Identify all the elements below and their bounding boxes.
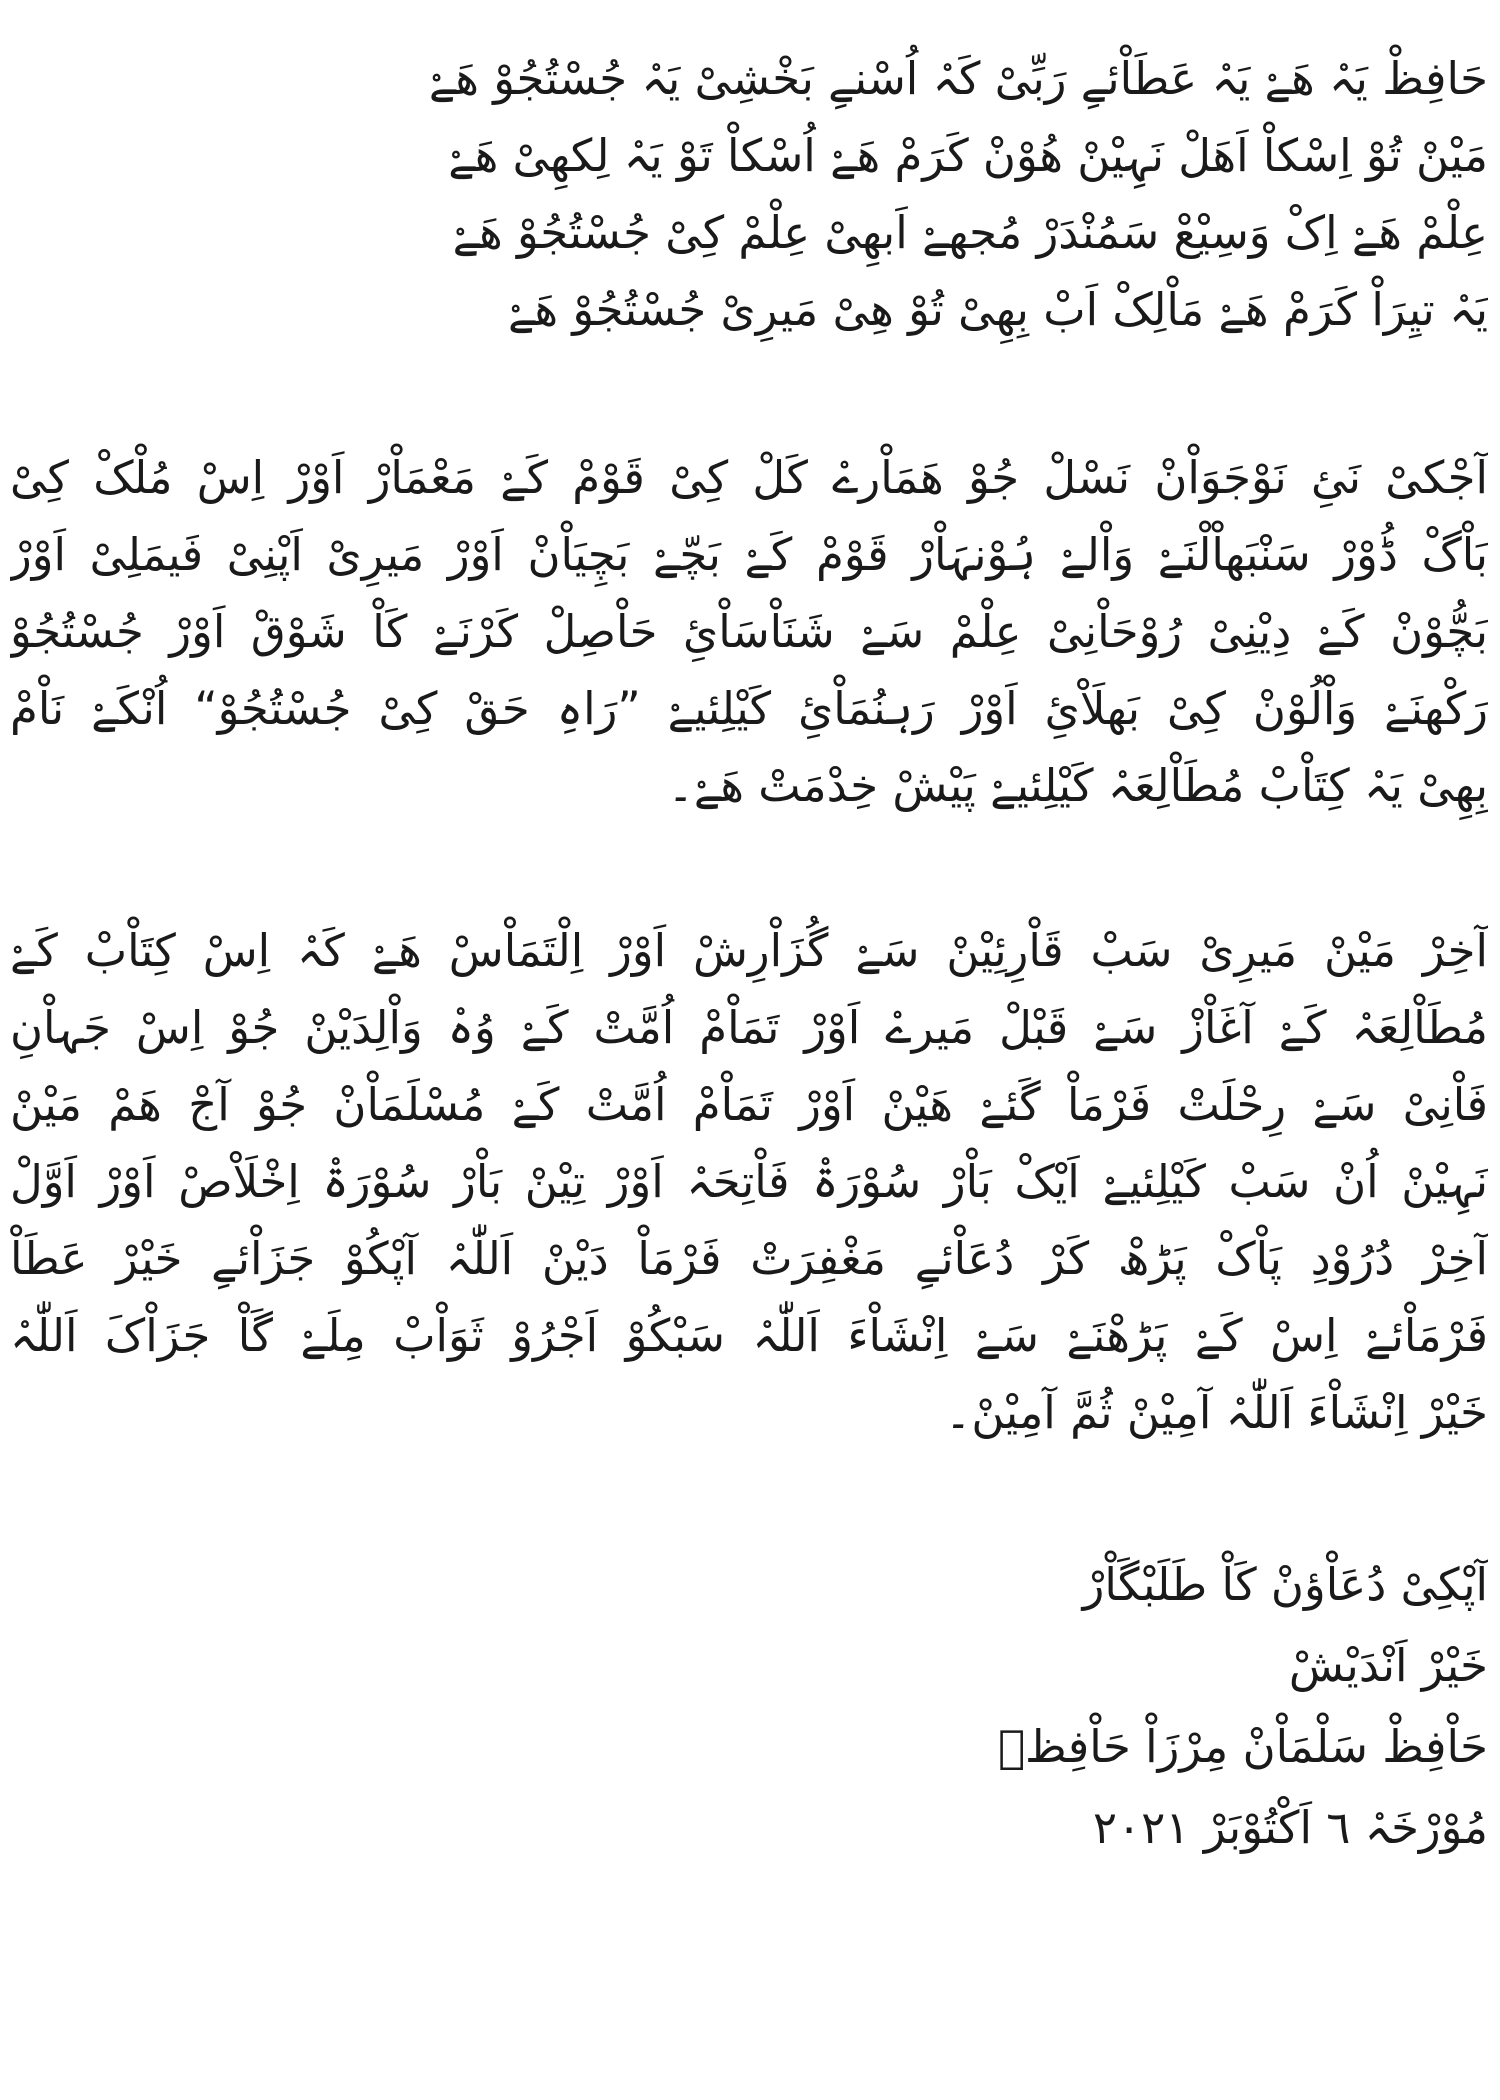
poem-stanza [10,40,1488,348]
paragraph-line: مُطَاْلِعَہْ کَےْ آغَاْزْ سَےْ قَبْلْ مَیرےْ اَوْرْ تَمَاْمْ اُمَّتْ کَےْ وُہْ وَاْلِدَیْنْ جُوْ اِسْ جَہاْنِ [10,1001,1488,1054]
paragraph-line: بَچُّوْنْ کَےْ دِیْنِیْ رُوْحَاْنِیْ عِلْمْ سَےْ شَنَاْسَاْئِ حَاْصِلْ کَرْنَےْ کَاْ شَوْقْ اَوْرْ جُسْتُجُوْ [10,605,1488,658]
paragraph-line: آجْکیْ نَئِ نَوْجَوَاْنْ نَسْلْ جُوْ ھَمَاْرےْ کَلْ کِیْ قَوْمْ کَےْ مَعْمَاْرْ اَوْرْ اِسْ مُلْکْ کِیْ [10,451,1488,504]
signature-wellwisher: خَیْرْ اَنْدَیْشْ [1288,1639,1488,1692]
paragraph-line: آخِرْ مَیْنْ مَیرِیْ سَبْ قَاْرِئِیْنْ سَےْ گُزَاْرِشْ اَوْرْ اِلْتَمَاْسْ ھَےْ کَہْ اِسْ کِتَاْبْ کَےْ [10,924,1488,977]
paragraph-line: فَاْنِیْ سَےْ رِحْلَتْ فَرْمَاْ گَئےْ ھَیْنْ اَوْرْ تَمَاْمْ اُمَّتْ کَےْ مُسْلَمَاْنْ جُوْ آجْ ھَمْ مَیْنْ [10,1078,1488,1131]
paragraph-line: رَکْھنَےْ وَاْلُوْنْ کِیْ بَھلَاْئِ اَوْرْ رَہنُمَاْئِ کَیْلِئیےْ ”رَاہِ حَقْ کِیْ جُسْتُجُوْ“ اُنْکَےْ نَاْمْ [10,682,1488,735]
spacer [10,824,1488,912]
request-paragraph [10,912,1488,1451]
spacer [10,348,1488,439]
paragraph-line: نَہِیْنْ اُنْ سَبْ کَیْلِئیےْ اَیْکْ بَاْرْ سُوْرَۃْ فَاْتِحَہْ اَوْرْ تِیْنْ بَاْرْ سُوْرَۃْ اِخْلَاْصْ اَوْرْ اَوَّلْ [10,1155,1488,1208]
paragraph-line: بِھِیْ یَہْ کِتَاْبْ مُطَاْلِعَہْ کَیْلِئیےْ پَیْشْ خِدْمَتْ ھَےْ۔ [667,759,1488,812]
paragraph-line: فَرْمَاْئےْ اِسْ کَےْ پَڑھْنَےْ سَےْ اِنْشَاْءَ اَللّٰہْ سَبْکُوْ اَجْرُوْ ثَوَاْبْ مِلَےْ گَاْ جَزَاْکَ اَللّٰہْ [10,1309,1488,1362]
poem-line: حَافِظْ یَہْ ھَےْ یَہْ عَطَاْئےِ رَبِّیْ کَہْ اُسْنےِ بَخْشِیْ یَہْ جُسْتُجُوْ ھَےْ [428,52,1488,105]
poem-line: مَیْنْ تُوْ اِسْکاْ اَھَلْ نَہِیْنْ ھُوْنْ کَرَمْ ھَےْ اُسْکاْ تَوْ یَہْ لِکھِیْ ھَےْ [448,129,1488,182]
poem-line: عِلْمْ ھَےْ اِکْ وَسِیْعْ سَمُنْدَرْ مُجھےْ اَبھِیْ عِلْمْ کِیْ جُسْتُجُوْ ھَےْ [452,206,1488,259]
poem-line: یَہْ تیِرَاْ کَرَمْ ھَےْ مَاْلِکْ اَبْ بِھِیْ تُوْ ھِیْ مَیرِیْ جُسْتُجُوْ ھَےْ [507,283,1488,336]
paragraph-line: خَیْرْ اِنْشَاْءَ اَللّٰہْ آمِیْنْ ثُمَّ آمِیْنْ۔ [945,1386,1488,1439]
signature-block [10,1544,1488,1868]
dedication-paragraph [10,439,1488,824]
spacer [10,1451,1488,1544]
paragraph-line: بَاْگْ ڈُوْرْ سَنْبَھاْلْنَےْ وَاْلےْ ہُوْنہَاْرْ قَوْمْ کَےْ بَچّےْ بَچِیَاْنْ اَوْرْ مَیرِیْ اَپْنِیْ فَیمَلِیْ اَوْرْ [10,528,1488,581]
signature-author-name: حَاْفِظْ سَلْمَاْنْ مِرْزَاْ حَاْفِظؔ [998,1720,1488,1773]
signature-date: مُوْرْخَہْ ٦ اَکْتُوْبَرْ ٢٠٢١ [1092,1801,1488,1854]
signature-salutation: آپْکِیْ دُعَاْؤنْ کَاْ طَلَبْگَاْرْ [1082,1558,1488,1611]
document-page [10,40,1488,1868]
paragraph-line: آخِرْ دُرُوْدِ پَاْکْ پَڑھْ کَرْ دُعَاْئےِ مَغْفِرَتْ فَرْمَاْ دَیْنْ اَللّٰہْ آپْکُوْ جَزَاْئےِ خَیْرْ عَطَاْ [10,1232,1488,1285]
